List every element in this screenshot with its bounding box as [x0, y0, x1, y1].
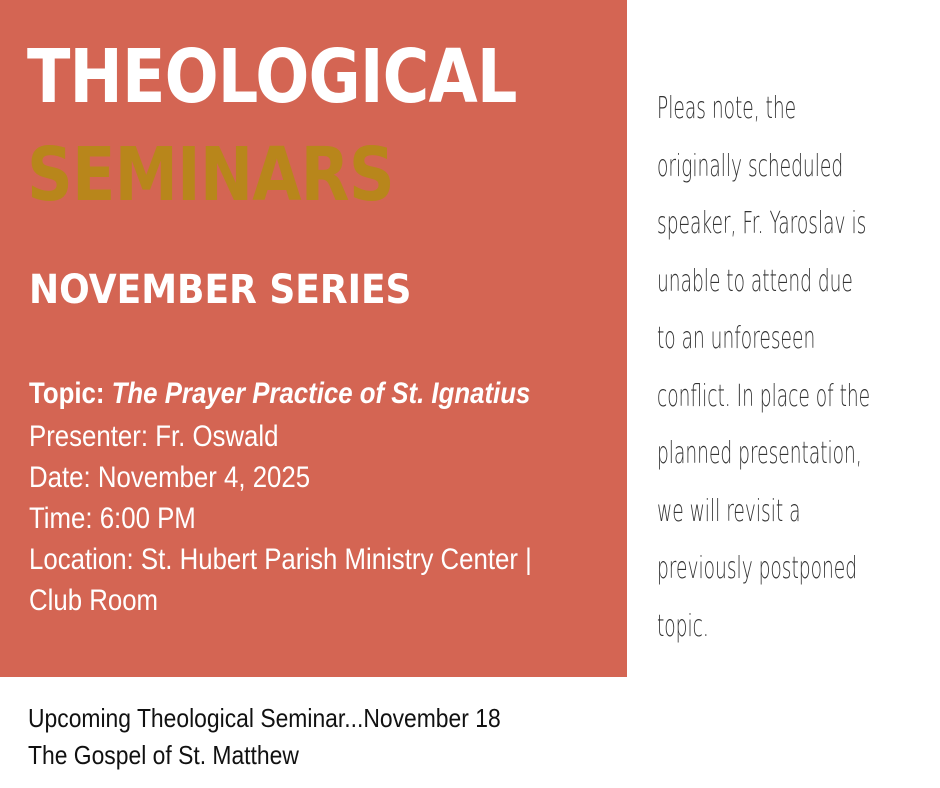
event-details — [29, 373, 629, 621]
note-line: we will revisit a — [657, 493, 801, 529]
note-line: to an unforeseen — [657, 321, 816, 356]
title-seminars: SEMINARS — [27, 132, 394, 218]
topic-label: Topic: — [29, 377, 105, 410]
note-line: speaker, Fr. Yaroslav is — [657, 206, 867, 241]
speaker-change-note — [657, 80, 907, 655]
location-line-continued: Club Room — [29, 584, 159, 617]
upcoming-seminar — [28, 700, 565, 774]
series-subtitle: NOVEMBER SERIES — [29, 267, 412, 313]
time-line: Time: 6:00 PM — [29, 502, 196, 535]
upcoming-date-line: Upcoming Theological Seminar...November 18 — [28, 703, 501, 733]
date-line: Date: November 4, 2025 — [29, 461, 311, 494]
title-theological: THEOLOGICAL — [27, 34, 517, 120]
topic-row — [29, 373, 545, 414]
note-line: planned presentation, — [657, 436, 862, 471]
presenter-line: Presenter: Fr. Oswald — [29, 420, 279, 453]
location-line: Location: St. Hubert Parish Ministry Center | — [29, 543, 532, 576]
note-line: Pleas note, the — [657, 91, 797, 126]
note-line: originally scheduled — [657, 148, 844, 184]
note-line: previously postponed — [657, 551, 858, 586]
topic-title: The Prayer Practice of St. Ignatius — [111, 377, 531, 410]
note-line: unable to attend due — [657, 263, 853, 299]
note-line: conflict. In place of the — [657, 378, 871, 414]
upcoming-topic-line: The Gospel of St. Matthew — [28, 740, 299, 770]
note-line: topic. — [657, 608, 709, 644]
